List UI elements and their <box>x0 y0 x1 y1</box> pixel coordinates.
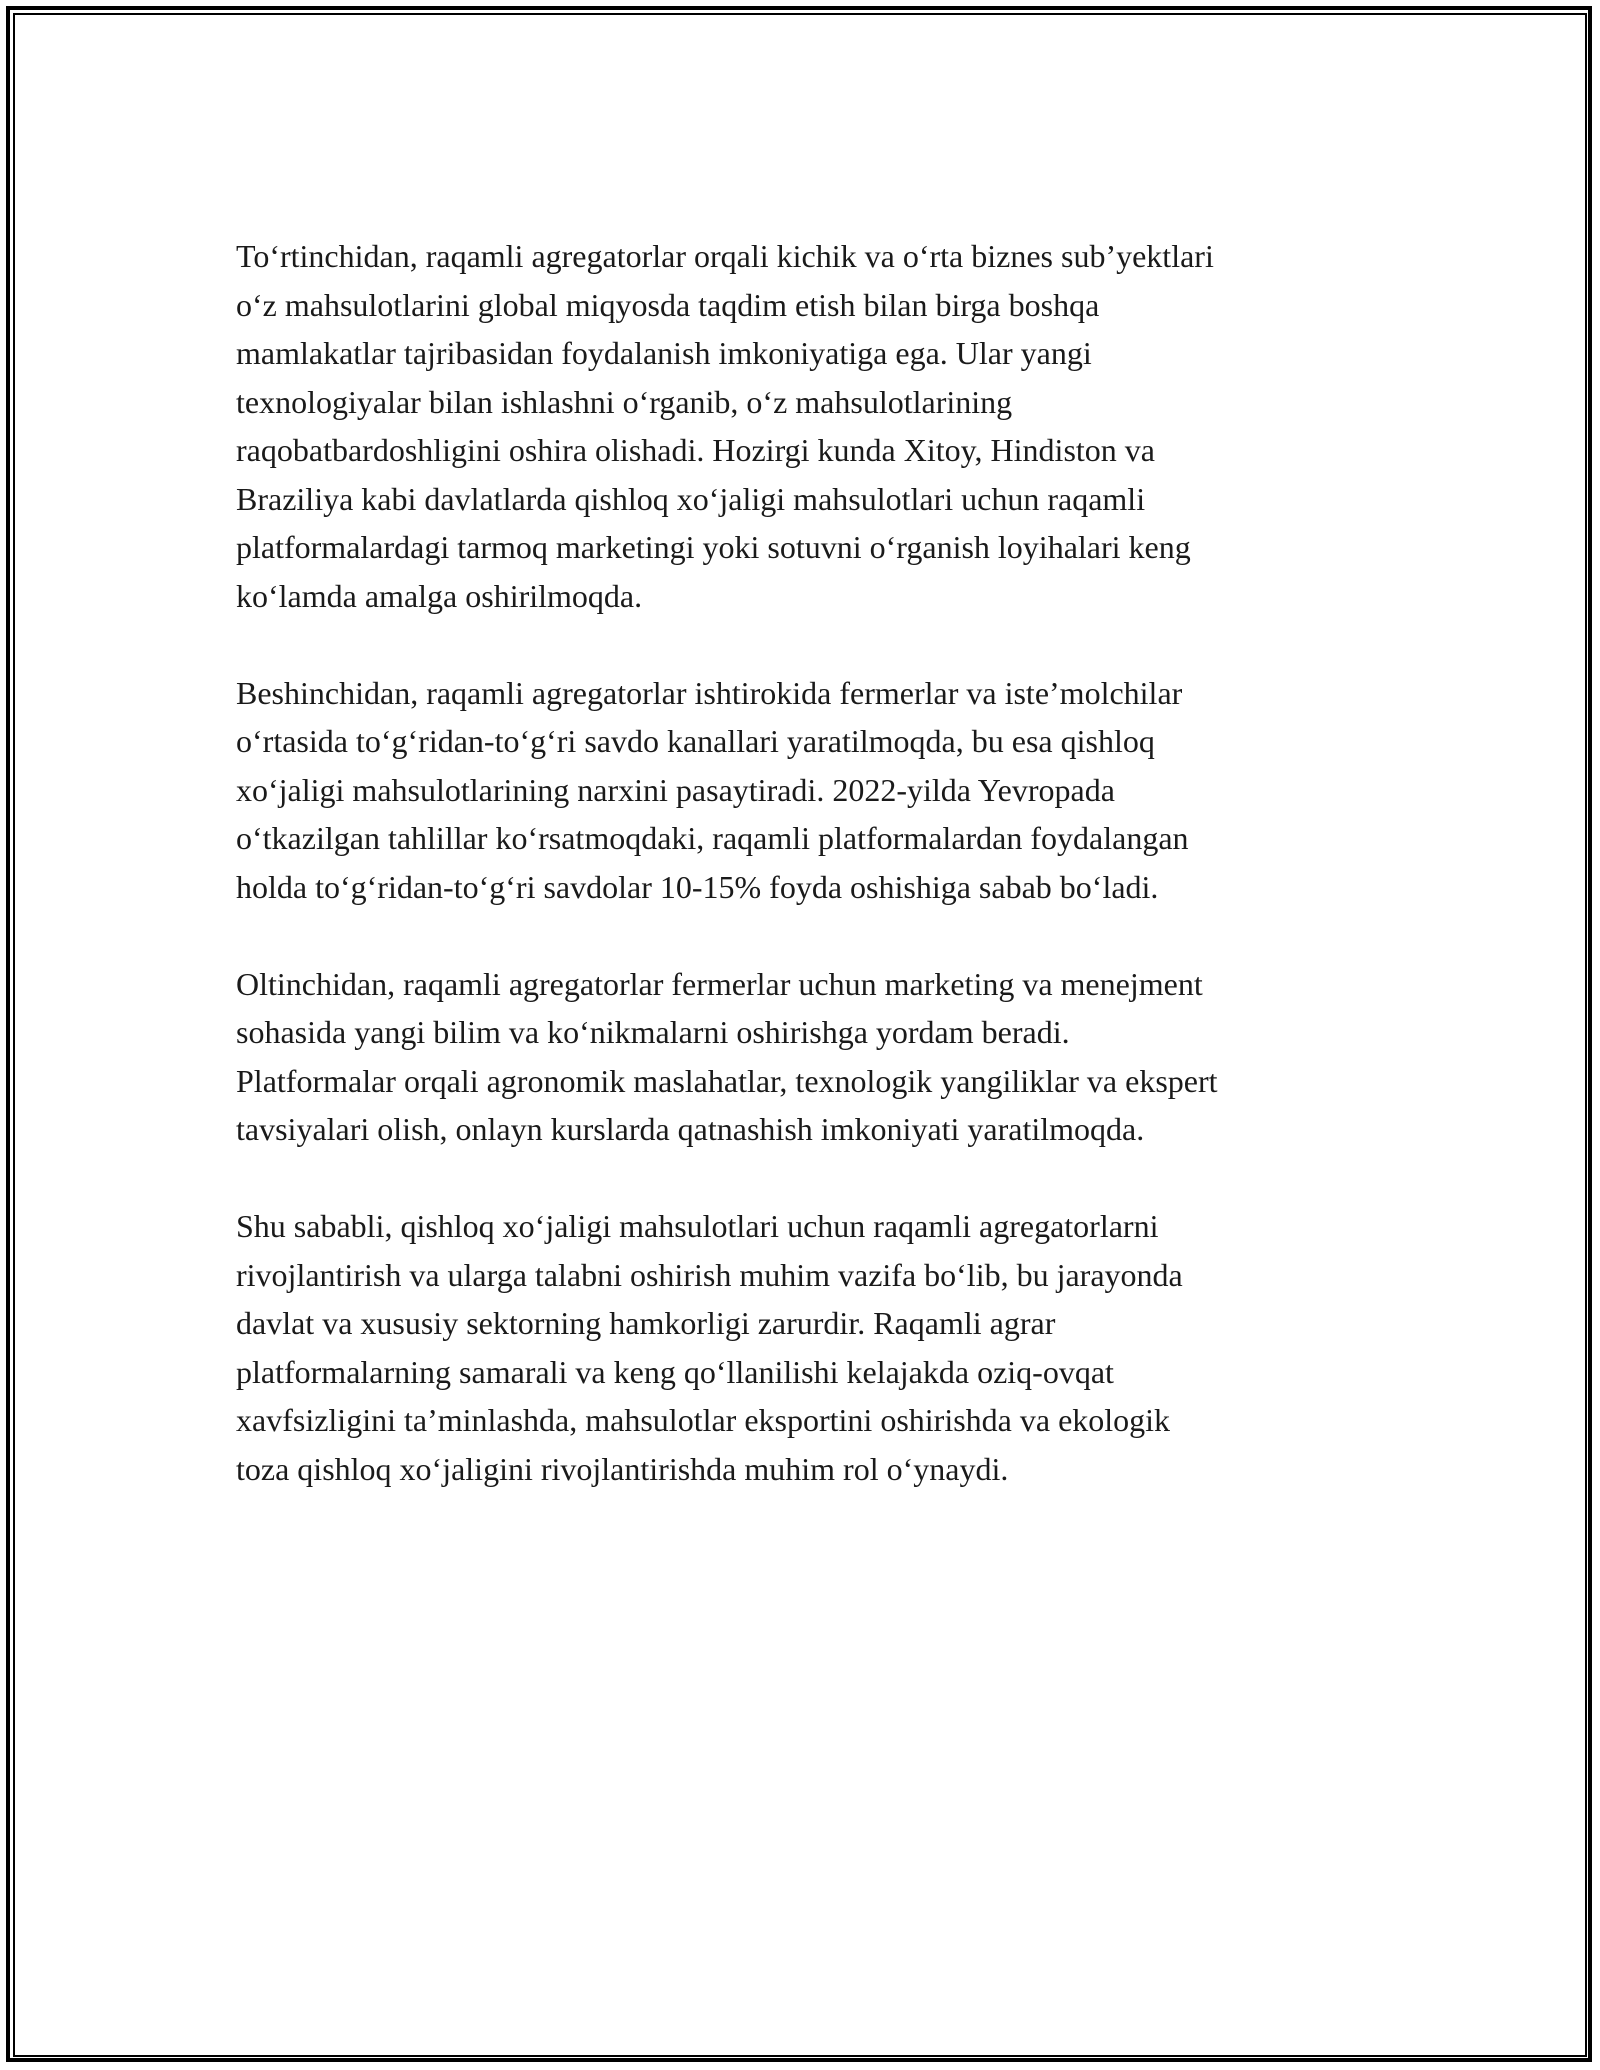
text-line: toza qishloq xo‘jaligini rivojlantirishda muhim rol o‘ynaydi. <box>236 1450 1009 1487</box>
text-line: Braziliya kabi davlatlarda qishloq xo‘jaligi mahsulotlari uchun raqamli <box>236 480 1146 517</box>
text-line: Shu sababli, qishloq xo‘jaligi mahsulotlari uchun raqamli agregatorlarni <box>236 1208 1159 1244</box>
text-line: Oltinchidan, raqamli agregatorlar fermerlar uchun marketing va menejment <box>236 965 1203 1002</box>
text-line: xavfsizligini ta’minlashda, mahsulotlar eksportini oshirishda va ekologik <box>236 1402 1171 1438</box>
text-line: sohasida yangi bilim va ko‘nikmalarni oshirishga yordam beradi. <box>236 1014 1070 1050</box>
text-line: platformalardagi tarmoq marketingi yoki sotuvni o‘rganish loyihalari keng <box>236 529 1191 565</box>
text-line: o‘z mahsulotlarini global miqyosda taqdim etish bilan birga boshqa <box>236 286 1100 323</box>
text-line: platformalarning samarali va keng qo‘llanilishi kelajakda oziq-ovqat <box>236 1353 1114 1390</box>
paragraph-3 <box>236 960 1366 1154</box>
text-line: rivojlantirish va ularga talabni oshirish muhim vazifa bo‘lib, bu jarayonda <box>236 1256 1183 1293</box>
document-body <box>236 232 1366 1542</box>
text-line: tavsiyalari olish, onlayn kurslarda qatnashish imkoniyati yaratilmoqda. <box>236 1111 1145 1147</box>
text-line: Beshinchidan, raqamli agregatorlar ishtirokida fermerlar va iste’molchilar <box>236 674 1183 711</box>
text-line: xo‘jaligi mahsulotlarining narxini pasaytiradi. 2022-yilda Yevropada <box>236 771 1115 808</box>
paragraph-1 <box>236 232 1366 620</box>
text-line: To‘rtinchidan, raqamli agregatorlar orqali kichik va o‘rta biznes sub’yektlari <box>236 238 1214 274</box>
paragraph-2 <box>236 669 1366 912</box>
text-line: mamlakatlar tajribasidan foydalanish imkoniyatiga ega. Ular yangi <box>236 335 1092 371</box>
text-line: raqobatbardoshligini oshira olishadi. Hozirgi kunda Xitoy, Hindiston va <box>236 432 1155 468</box>
text-line: o‘rtasida to‘g‘ridan-to‘g‘ri savdo kanallari yaratilmoqda, bu esa qishloq <box>236 723 1155 759</box>
text-line: ko‘lamda amalga oshirilmoqda. <box>236 577 643 614</box>
text-line: texnologiyalar bilan ishlashni o‘rganib, o‘z mahsulotlarining <box>236 383 1013 420</box>
paragraph-4 <box>236 1202 1366 1493</box>
text-line: o‘tkazilgan tahlillar ko‘rsatmoqdaki, raqamli platformalardan foydalangan <box>236 820 1189 856</box>
text-line: holda to‘g‘ridan-to‘g‘ri savdolar 10-15% foyda oshishiga sabab bo‘ladi. <box>236 868 1159 905</box>
text-line: davlat va xususiy sektorning hamkorligi zarurdir. Raqamli agrar <box>236 1305 1056 1341</box>
text-line: Platformalar orqali agronomik maslahatlar, texnologik yangiliklar va ekspert <box>236 1062 1218 1099</box>
